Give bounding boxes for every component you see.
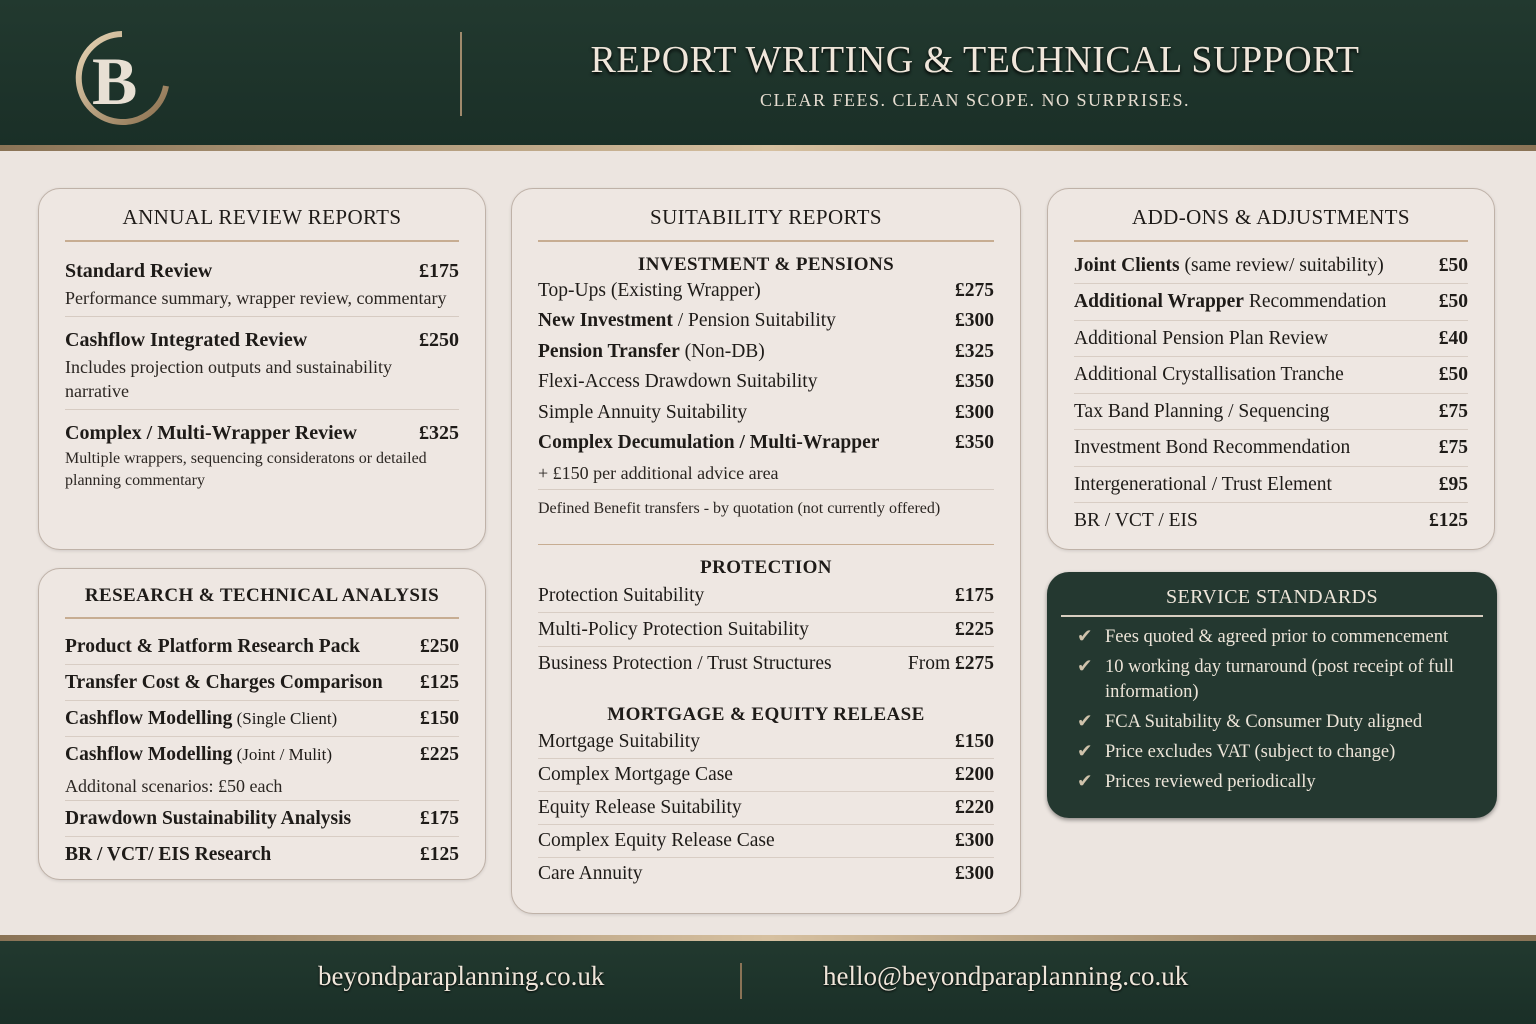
price-row xyxy=(65,701,459,737)
item-label xyxy=(65,837,271,872)
page-subtitle: CLEAR FEES. CLEAN SCOPE. NO SURPRISES. xyxy=(759,90,1191,110)
item-label xyxy=(65,801,351,836)
item-name-bold: Transfer Cost & Charges Comparison xyxy=(65,671,383,693)
price-row xyxy=(1074,394,1468,431)
service-item-text: FCA Suitability & Consumer Duty aligned xyxy=(1105,711,1423,732)
item-price xyxy=(955,613,994,646)
item-price xyxy=(955,825,994,857)
item-label xyxy=(65,256,212,286)
item-price xyxy=(955,398,994,429)
header-divider xyxy=(460,32,462,116)
price-value: £125 xyxy=(1429,510,1468,531)
item-name-bold: Complex Decumulation / Multi-Wrapper xyxy=(538,432,880,453)
item-name: Mortgage Suitability xyxy=(538,731,700,752)
item-name: Investment Bond Recommendation xyxy=(1074,437,1351,458)
brand-logo-icon xyxy=(62,28,172,128)
service-item xyxy=(1061,770,1497,795)
item-label xyxy=(538,726,700,758)
price-row xyxy=(538,276,994,307)
item-price xyxy=(955,367,994,398)
price-row xyxy=(538,579,994,613)
price-row xyxy=(538,792,994,825)
price-row xyxy=(538,825,994,858)
item-price xyxy=(1439,284,1468,320)
item-label xyxy=(538,825,775,857)
panel-title: SERVICE STANDARDS xyxy=(1166,586,1378,608)
item-price xyxy=(908,647,994,680)
service-item-text: Fees quoted & agreed prior to commencement xyxy=(1105,626,1449,647)
item-label xyxy=(538,398,747,429)
item-name: Tax Band Planning / Sequencing xyxy=(1074,400,1330,422)
item-price xyxy=(1439,248,1468,284)
item-price xyxy=(420,837,459,872)
item-name-bold: BR / VCT/ EIS Research xyxy=(65,843,272,865)
price-row xyxy=(65,737,459,772)
item-price xyxy=(955,276,994,307)
service-item-text: Prices reviewed periodically xyxy=(1105,771,1316,792)
item-description: Multiple wrappers, sequencing consideratons or detailed planning commentary xyxy=(65,449,427,489)
price-value: £150 xyxy=(955,731,994,752)
price-row xyxy=(65,801,459,837)
item-note: Additonal scenarios: £50 each xyxy=(65,772,459,801)
price-value: £175 xyxy=(955,585,994,606)
item-name-bold: Complex / Multi-Wrapper Review xyxy=(65,421,358,444)
item-name-bold: Pension Transfer xyxy=(538,340,680,362)
suitability-panel xyxy=(511,188,1021,914)
item-label xyxy=(1074,467,1332,503)
item-label xyxy=(65,737,332,772)
price-value: £300 xyxy=(955,310,994,331)
item-label xyxy=(1074,248,1384,284)
check-icon: ✔ xyxy=(1077,626,1093,647)
item-name: Complex Equity Release Case xyxy=(538,830,775,851)
price-row xyxy=(538,726,994,759)
check-icon: ✔ xyxy=(1077,711,1093,732)
page-title: REPORT WRITING & TECHNICAL SUPPORT xyxy=(590,39,1360,81)
item-price xyxy=(955,306,994,337)
service-item xyxy=(1061,740,1497,765)
item-name-bold: Product & Platform Research Pack xyxy=(65,635,360,657)
price-value: £175 xyxy=(420,807,459,829)
item-price xyxy=(1439,394,1468,430)
price-value: £200 xyxy=(955,764,994,785)
item-label xyxy=(538,647,832,680)
annual-review-panel xyxy=(38,188,486,550)
footer-divider xyxy=(740,963,742,999)
footnote: Defined Benefit transfers - by quotation (not currently offered) xyxy=(538,489,994,520)
item-price xyxy=(1439,357,1468,393)
item-label xyxy=(538,759,733,791)
item-name: Care Annuity xyxy=(538,863,643,884)
item-name: (Single Client) xyxy=(232,708,338,728)
panel-title: ANNUAL REVIEW REPORTS xyxy=(122,205,402,229)
item-price xyxy=(955,579,994,612)
price-row xyxy=(1074,321,1468,358)
item-label xyxy=(538,579,704,612)
price-value: £220 xyxy=(955,797,994,818)
item-price xyxy=(1439,430,1468,466)
item-name: Recommendation xyxy=(1243,291,1387,312)
addons-panel xyxy=(1047,188,1495,550)
price-row xyxy=(538,759,994,792)
research-panel xyxy=(38,568,486,880)
price-value: £300 xyxy=(955,401,994,423)
item-description: Performance summary, wrapper review, commentary xyxy=(65,287,447,308)
item-name: Equity Release Suitability xyxy=(538,797,742,818)
item-price xyxy=(419,325,459,355)
price-value: £40 xyxy=(1438,327,1468,349)
price-row xyxy=(538,858,994,890)
item-label xyxy=(538,428,879,459)
price-row xyxy=(538,367,994,398)
price-value: £50 xyxy=(1438,291,1468,312)
price-value: £75 xyxy=(1438,437,1468,458)
item-price xyxy=(1439,321,1468,357)
item-price xyxy=(1439,467,1468,503)
price-row xyxy=(538,428,994,459)
item-name-bold: Cashflow Modelling xyxy=(65,707,233,729)
item-name-bold: Cashflow Integrated Review xyxy=(65,328,308,351)
price-row xyxy=(538,647,994,680)
price-row xyxy=(1074,357,1468,394)
item-name: Protection Suitability xyxy=(538,585,705,606)
item-label xyxy=(538,276,761,307)
price-value: £75 xyxy=(1438,400,1468,422)
item-label xyxy=(1074,394,1329,430)
item-name: Complex Mortgage Case xyxy=(538,764,733,785)
footer xyxy=(0,941,1536,1024)
row-divider xyxy=(65,409,459,410)
item-label xyxy=(538,367,817,398)
item-name: (Non-DB) xyxy=(679,340,765,362)
price-value: £300 xyxy=(955,830,994,851)
price-row xyxy=(65,665,459,701)
check-icon: ✔ xyxy=(1077,656,1093,677)
section-title: PROTECTION xyxy=(700,557,832,578)
item-label xyxy=(1074,284,1386,320)
item-name: (same review/ suitability) xyxy=(1179,254,1384,276)
item-note: + £150 per additional advice area xyxy=(538,462,779,483)
item-price xyxy=(420,701,459,736)
item-name: / Pension Suitability xyxy=(672,310,836,331)
price-value: £150 xyxy=(420,707,459,729)
price-value: £225 xyxy=(955,619,994,640)
item-name: Simple Annuity Suitability xyxy=(538,401,748,423)
item-price xyxy=(955,428,994,459)
price-row xyxy=(538,398,994,429)
service-item-text: 10 working day turnaround (post receipt of full information) xyxy=(1105,656,1454,702)
service-standards-panel xyxy=(1047,572,1497,818)
item-name-bold: Joint Clients xyxy=(1074,254,1180,276)
price-row xyxy=(65,837,459,872)
item-price xyxy=(419,256,459,286)
item-name: Business Protection / Trust Structures xyxy=(538,653,832,674)
price-value: £125 xyxy=(420,843,459,865)
item-price xyxy=(419,418,459,448)
item-label xyxy=(538,858,643,890)
item-name: BR / VCT / EIS xyxy=(1074,510,1198,531)
item-name: (Joint / Mulit) xyxy=(232,744,333,764)
price-row xyxy=(65,418,459,448)
header xyxy=(0,0,1536,145)
item-price xyxy=(955,726,994,758)
price-value: £175 xyxy=(419,259,459,282)
price-value: £50 xyxy=(1438,364,1468,385)
item-label xyxy=(1074,503,1198,539)
item-price xyxy=(420,801,459,836)
item-label xyxy=(538,306,836,337)
item-label xyxy=(538,792,742,824)
section-title: MORTGAGE & EQUITY RELEASE xyxy=(607,704,925,725)
price-row xyxy=(538,613,994,647)
price-value: £125 xyxy=(420,671,459,693)
panel-title: RESEARCH & TECHNICAL ANALYSIS xyxy=(84,585,440,606)
email-link[interactable]: hello@beyondparaplanning.co.uk xyxy=(823,961,1189,991)
item-name-bold: Drawdown Sustainability Analysis xyxy=(65,807,352,829)
item-price xyxy=(1429,503,1468,539)
item-label xyxy=(538,613,809,646)
price-row xyxy=(65,325,459,355)
item-price xyxy=(955,792,994,824)
item-price xyxy=(955,858,994,890)
item-label xyxy=(1074,357,1344,393)
price-prefix: From xyxy=(907,653,955,674)
item-name-bold: Cashflow Modelling xyxy=(65,743,233,765)
svg-text:B: B xyxy=(92,43,138,119)
item-price xyxy=(420,737,459,772)
item-label xyxy=(65,629,360,664)
price-row xyxy=(1074,430,1468,467)
item-label xyxy=(1074,430,1350,466)
price-row xyxy=(65,256,459,286)
item-price xyxy=(420,665,459,700)
item-label xyxy=(65,418,357,448)
price-row xyxy=(1074,503,1468,539)
panel-title: ADD-ONS & ADJUSTMENTS xyxy=(1132,205,1410,229)
check-icon: ✔ xyxy=(1077,741,1093,762)
price-value: £300 xyxy=(955,863,994,884)
price-row xyxy=(1074,248,1468,285)
item-name: Top-Ups (Existing Wrapper) xyxy=(538,279,761,301)
price-value: £350 xyxy=(955,371,994,392)
item-name: Flexi-Access Drawdown Suitability xyxy=(538,371,818,392)
price-value: £325 xyxy=(955,340,994,362)
price-value: £95 xyxy=(1438,473,1468,495)
service-item xyxy=(1061,625,1497,650)
price-value: £275 xyxy=(955,653,994,674)
check-icon: ✔ xyxy=(1077,771,1093,792)
item-name: Additional Crystallisation Tranche xyxy=(1074,364,1344,385)
price-value: £250 xyxy=(420,635,459,657)
service-item-text: Price excludes VAT (subject to change) xyxy=(1105,741,1396,762)
service-item xyxy=(1061,655,1497,705)
price-value: £50 xyxy=(1438,254,1468,276)
price-value: £325 xyxy=(419,421,459,444)
row-divider xyxy=(65,316,459,317)
item-name-bold: Standard Review xyxy=(65,259,213,282)
item-name: Additional Pension Plan Review xyxy=(1074,327,1329,349)
panel-title: SUITABILITY REPORTS xyxy=(650,205,882,229)
item-price xyxy=(420,629,459,664)
item-label xyxy=(65,665,383,700)
item-price xyxy=(955,759,994,791)
price-row xyxy=(538,337,994,368)
price-row xyxy=(65,629,459,665)
item-description: Includes projection outputs and sustainability narrative xyxy=(65,356,392,401)
price-value: £275 xyxy=(955,279,994,301)
item-label xyxy=(1074,321,1328,357)
item-name-bold: Additional Wrapper xyxy=(1074,291,1244,312)
item-price xyxy=(955,337,994,368)
price-value: £225 xyxy=(420,743,459,765)
item-name-bold: New Investment xyxy=(538,310,673,331)
price-row xyxy=(538,306,994,337)
price-row xyxy=(1074,284,1468,321)
item-label xyxy=(65,325,307,355)
section-title: INVESTMENT & PENSIONS xyxy=(637,253,895,275)
website-link[interactable]: beyondparaplanning.co.uk xyxy=(318,961,605,991)
price-row xyxy=(1074,467,1468,504)
item-label xyxy=(538,337,765,368)
price-value: £350 xyxy=(955,432,994,453)
item-name: Intergenerational / Trust Element xyxy=(1074,473,1332,495)
service-item xyxy=(1061,710,1497,735)
item-name: Multi-Policy Protection Suitability xyxy=(538,619,809,640)
item-label xyxy=(65,701,337,736)
price-value: £250 xyxy=(419,328,459,351)
